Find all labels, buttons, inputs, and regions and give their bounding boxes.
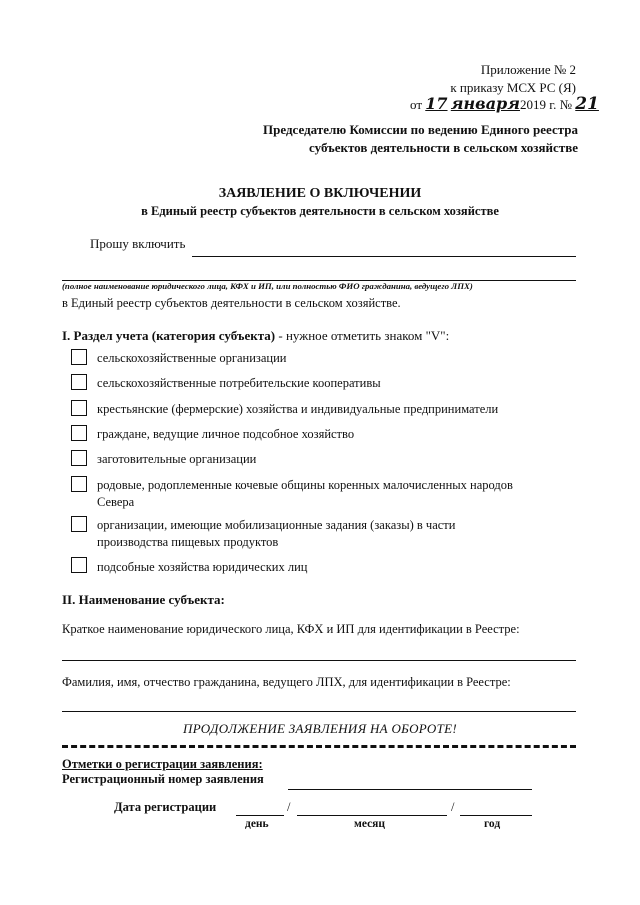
fio-label: Фамилия, имя, отчество гражданина, ведущего ЛПХ, для идентификации в Реестре:: [62, 675, 511, 689]
option-subsidiary-farms: подсобные хозяйства юридических лиц: [97, 560, 308, 574]
date-year-caption: год: [484, 818, 501, 830]
short-name-line[interactable]: [62, 660, 576, 661]
section1-heading: [62, 328, 449, 344]
date-month-line[interactable]: [297, 815, 447, 816]
addressee-line-1: Председателю Комиссии по ведению Единого реестра: [263, 122, 578, 137]
checkbox-agri-organizations[interactable]: [71, 349, 87, 365]
registration-date-label: Дата регистрации: [114, 800, 217, 814]
date-prefix: от: [410, 97, 423, 112]
date-year: 2019 г. №: [519, 97, 573, 112]
short-name-label: Краткое наименование юридического лица, КФХ и ИП для идентификации в Реестре:: [62, 622, 520, 636]
section2-heading: II. Наименование субъекта:: [62, 592, 225, 607]
order-date-line: [410, 94, 599, 114]
request-input-line-1[interactable]: [192, 256, 576, 257]
option-consumer-cooperatives: сельскохозяйственные потребительские кооперативы: [97, 376, 381, 390]
registration-number-label: Регистрационный номер заявления: [62, 772, 264, 786]
request-hint: (полное наименование юридического лица, КФХ и ИП, или полностью ФИО гражданина, ведущего ЛПХ): [62, 281, 473, 291]
request-suffix: в Единый реестр субъектов деятельности в сельском хозяйстве.: [62, 296, 401, 310]
date-day-caption: день: [245, 818, 269, 830]
continuation-notice: ПРОДОЛЖЕНИЕ ЗАЯВЛЕНИЯ НА ОБОРОТЕ!: [183, 721, 457, 736]
date-day-line[interactable]: [236, 815, 284, 816]
date-year-line[interactable]: [460, 815, 532, 816]
handwritten-month: января: [450, 94, 520, 113]
fio-line[interactable]: [62, 711, 576, 712]
option-private-households: граждане, ведущие личное подсобное хозяйство: [97, 427, 355, 441]
addressee-line-2: субъектов деятельности в сельском хозяйстве: [309, 140, 578, 155]
cut-divider: [62, 745, 576, 748]
section1-instruction: - нужное отметить знаком "V":: [275, 328, 450, 343]
checkbox-procurement-organizations[interactable]: [71, 450, 87, 466]
request-label: Прошу включить: [90, 236, 186, 251]
option-procurement-organizations: заготовительные организации: [97, 452, 257, 466]
appendix-label: Приложение № 2: [480, 62, 576, 77]
date-separator-1: /: [287, 800, 291, 814]
section1-title: I. Раздел учета (категория субъекта): [62, 328, 276, 343]
option-nomadic-communities: родовые, родоплеменные кочевые общины коренных малочисленных народов Севера: [97, 478, 513, 509]
order-label: к приказу МСХ РС (Я): [450, 80, 576, 95]
handwritten-day: 17: [425, 94, 448, 113]
document-subtitle: в Единый реестр субъектов деятельности в сельском хозяйстве: [141, 204, 499, 218]
checkbox-mobilization-organizations[interactable]: [71, 516, 87, 532]
checkbox-farms-entrepreneurs[interactable]: [71, 400, 87, 416]
option-mobilization-organizations: организации, имеющие мобилизационные задания (заказы) в части производства пищевых продуктов: [97, 518, 456, 549]
document-title: ЗАЯВЛЕНИЕ О ВКЛЮЧЕНИИ: [218, 186, 422, 201]
checkbox-nomadic-communities[interactable]: [71, 476, 87, 492]
registration-heading: Отметки о регистрации заявления:: [62, 757, 263, 771]
option-farms-entrepreneurs: крестьянские (фермерские) хозяйства и индивидуальные предприниматели: [97, 402, 499, 416]
handwritten-order-number: 21: [575, 94, 599, 114]
checkbox-subsidiary-farms[interactable]: [71, 557, 87, 573]
date-month-caption: месяц: [354, 818, 386, 830]
checkbox-consumer-cooperatives[interactable]: [71, 374, 87, 390]
date-separator-2: /: [451, 800, 455, 814]
checkbox-private-households[interactable]: [71, 425, 87, 441]
registration-number-line[interactable]: [288, 789, 532, 790]
option-agri-organizations: сельскохозяйственные организации: [97, 351, 287, 365]
